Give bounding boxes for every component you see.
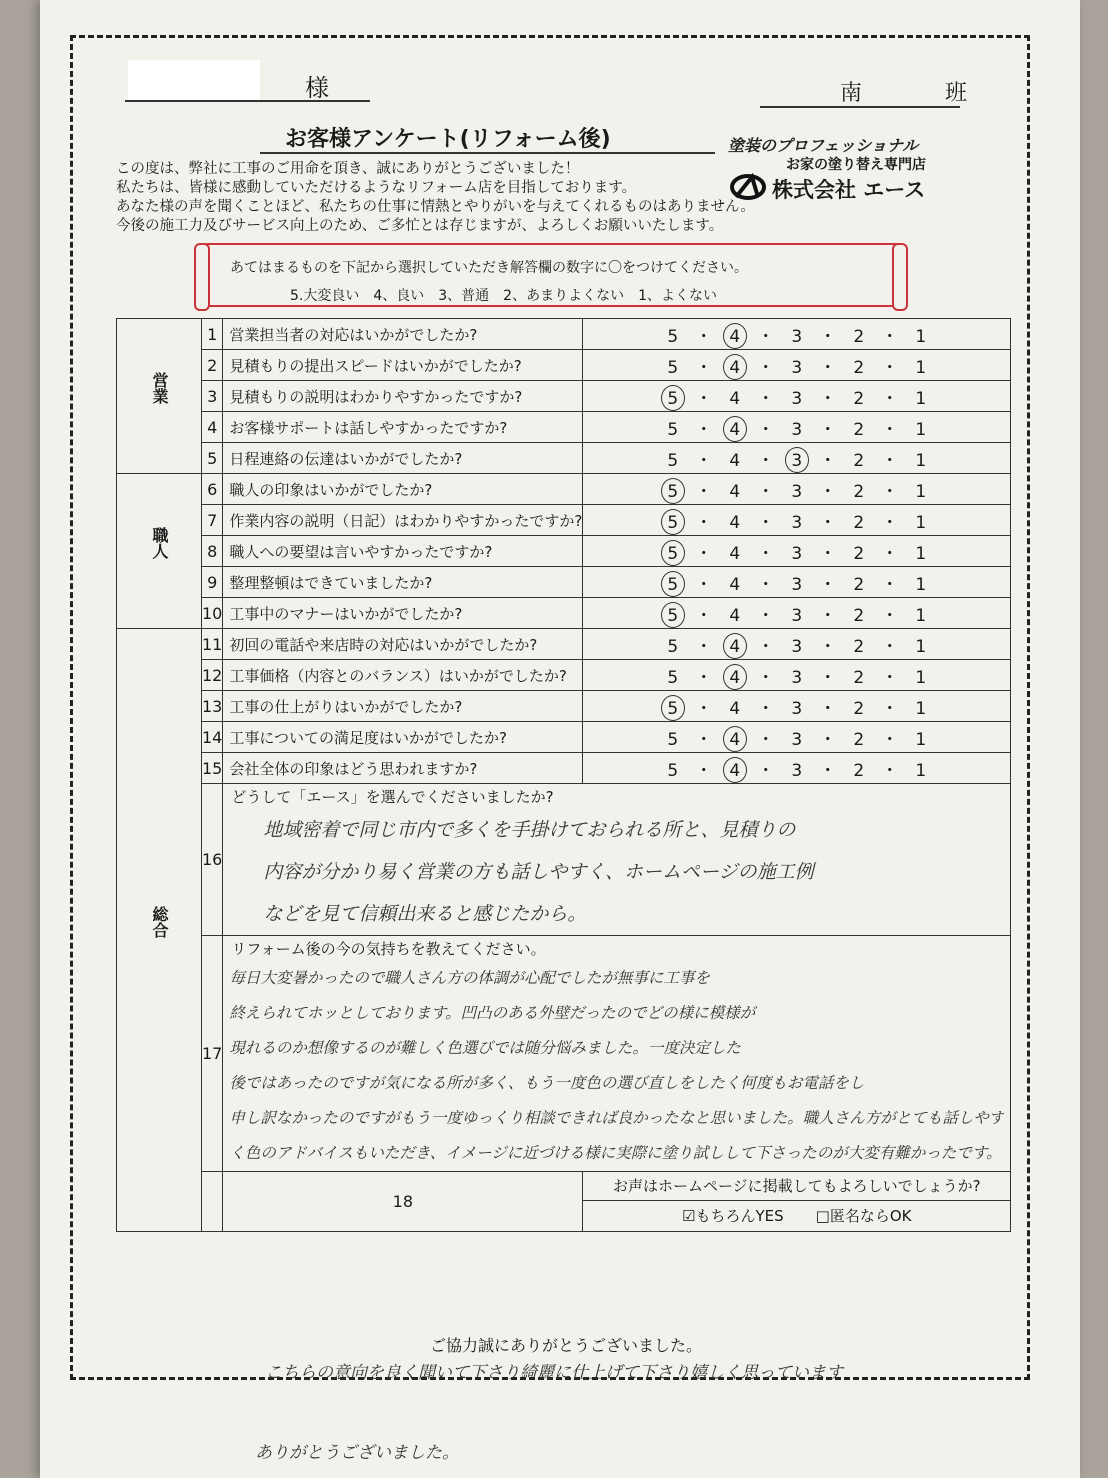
rating-separator: ・ [819,729,837,750]
rating-separator: ・ [819,667,837,688]
question-number: 12 [202,660,223,691]
rating-scale [659,663,935,688]
question-row [117,350,1011,381]
rating-option[interactable]: 1 [915,636,927,657]
rating-option[interactable]: 1 [915,512,927,533]
rating-separator: ・ [695,729,713,750]
answer-line: 内容が分かり易く営業の方も話しやすく、ホームページの施工例 [263,861,814,883]
rating-option[interactable]: 3 [791,481,803,502]
section-sales [117,319,202,474]
question-number: 9 [202,567,223,598]
question-text: 工事の仕上がりはいかがでしたか? [223,691,583,722]
question-row [117,567,1011,598]
rating-separator: ・ [757,574,775,595]
rating-separator: ・ [881,450,899,471]
rating-option[interactable]: 3 [791,667,803,688]
rating-separator: ・ [695,481,713,502]
rating-separator: ・ [819,574,837,595]
free-answer-16[interactable] [223,784,1011,936]
rating-option[interactable]: 4 [721,637,749,657]
answer-line: 申し訳なかったのですがもう一度ゆっくり相談できれば良かったなと思いました。職人さん方がとても話しやす [229,1109,1005,1127]
question-row [117,722,1011,753]
question-number: 17 [202,936,223,1172]
rating-scale [659,322,935,347]
rating-option[interactable]: 5 [667,450,679,471]
question-number: 14 [202,722,223,753]
rating-separator: ・ [881,543,899,564]
rating-separator: ・ [757,667,775,688]
answer-line: などを見て信頼出来ると感じたから。 [263,903,587,925]
team-underline [760,106,960,108]
rating-separator: ・ [881,419,899,440]
rating-option[interactable]: 5 [667,636,679,657]
rating-separator: ・ [881,388,899,409]
question-text: 営業担当者の対応はいかがでしたか? [223,319,583,350]
rating-option[interactable]: 1 [915,388,927,409]
title-underline [260,152,715,154]
rating-separator: ・ [757,326,775,347]
rating-cell [583,412,1011,443]
rating-option[interactable]: 4 [729,481,741,502]
section-label: 総合 [150,906,169,938]
question-number: 2 [202,350,223,381]
question-text: お客様サポートは話しやすかったですか? [223,412,583,443]
question-text: 日程連絡の伝達はいかがでしたか? [223,443,583,474]
rating-option[interactable]: 1 [915,729,927,750]
question-number: 3 [202,381,223,412]
rating-scale [659,508,935,533]
rating-option[interactable]: 1 [915,419,927,440]
rating-separator: ・ [695,760,713,781]
rating-option[interactable]: 1 [915,326,927,347]
consent-anon-checkbox[interactable]: □匿名ならOK [815,1207,912,1225]
rating-cell [583,567,1011,598]
question-text: 作業内容の説明（日記）はわかりやすかったですか? [223,505,583,536]
section-label: 職人 [150,527,169,559]
question-number: 18 [223,1172,583,1232]
rating-option[interactable]: 3 [791,729,803,750]
rating-option[interactable]: 5 [659,513,687,533]
question-text: 工事中のマナーはいかがでしたか? [223,598,583,629]
rating-separator: ・ [881,729,899,750]
question-number: 13 [202,691,223,722]
handwritten-comment: こちらの意向を良く聞いて下さり綺麗に仕上げて下さり嬉しく思っています [265,1363,843,1383]
rating-scale [659,756,935,781]
rating-cell [583,319,1011,350]
rating-option[interactable]: 4 [729,543,741,564]
scroll-curl-right [892,243,908,311]
rating-separator: ・ [695,388,713,409]
rating-option[interactable]: 3 [791,760,803,781]
team-suffix: 班 [945,81,968,106]
rating-option[interactable]: 2 [853,636,865,657]
question-number: 4 [202,412,223,443]
question-row-18 [117,1172,1011,1232]
rating-separator: ・ [757,450,775,471]
rating-option[interactable]: 5 [659,699,687,719]
rating-option[interactable]: 5 [667,729,679,750]
rating-option[interactable]: 3 [791,605,803,626]
rating-option[interactable]: 3 [791,512,803,533]
question-number: 1 [202,319,223,350]
rating-separator: ・ [881,481,899,502]
rating-separator: ・ [819,543,837,564]
section-empty [202,1172,223,1232]
rating-option[interactable]: 2 [853,481,865,502]
rating-scale [659,446,935,471]
rating-option[interactable]: 5 [667,357,679,378]
customer-honorific: 様 [305,74,329,102]
rating-option[interactable]: 4 [729,574,741,595]
rating-scale [659,694,935,719]
intro-line: 私たちは、皆様に感動していただけるようなリフォーム店を目指しております。 [116,180,637,196]
consent-yes-checkbox[interactable]: ☑もちろんYES [682,1207,784,1225]
answer-line: 毎日大変暑かったので職人さん方の体調が心配でしたが無事に工事を [229,969,710,987]
question-text: 初回の電話や来店時の対応はいかがでしたか? [223,629,583,660]
rating-cell [583,629,1011,660]
rating-separator: ・ [695,574,713,595]
consent-question: お声はホームページに掲載してもよろしいでしょうか? [583,1172,1010,1201]
rating-separator: ・ [757,543,775,564]
rating-separator: ・ [757,357,775,378]
question-row [117,412,1011,443]
rating-separator: ・ [695,698,713,719]
rating-option[interactable]: 2 [853,512,865,533]
rating-separator: ・ [819,481,837,502]
rating-separator: ・ [757,760,775,781]
rating-option[interactable]: 5 [667,667,679,688]
rating-scale [659,632,935,657]
question-number: 8 [202,536,223,567]
rating-option[interactable]: 1 [915,543,927,564]
rating-option[interactable]: 5 [659,606,687,626]
question-row [117,598,1011,629]
question-row [117,753,1011,784]
rating-cell [583,536,1011,567]
rating-option[interactable]: 2 [853,357,865,378]
rating-separator: ・ [695,357,713,378]
question-row-16 [117,784,1011,936]
question-number: 10 [202,598,223,629]
consent-options [583,1201,1010,1231]
rating-cell [583,443,1011,474]
question-row-17 [117,936,1011,1172]
question-text: 会社全体の印象はどう思われますか? [223,753,583,784]
rating-option[interactable]: 2 [853,450,865,471]
rating-option[interactable]: 1 [915,450,927,471]
rating-option[interactable]: 2 [853,698,865,719]
rating-option[interactable]: 2 [853,667,865,688]
rating-option[interactable]: 5 [667,419,679,440]
rating-option[interactable]: 2 [853,760,865,781]
rating-cell [583,691,1011,722]
rating-separator: ・ [881,574,899,595]
rating-separator: ・ [881,605,899,626]
question-text: 見積もりの説明はわかりやすかったですか? [223,381,583,412]
question-row [117,691,1011,722]
answer-line: 現れるのか想像するのが難しく色選びでは随分悩みました。一度決定した [229,1039,741,1057]
rating-option[interactable]: 4 [729,605,741,626]
rating-option[interactable]: 3 [791,698,803,719]
question-row [117,319,1011,350]
rating-option[interactable]: 2 [853,543,865,564]
rating-separator: ・ [695,636,713,657]
rating-separator: ・ [819,605,837,626]
question-text: 整理整頓はできていましたか? [223,567,583,598]
answer-line: く色のアドバイスもいただき、イメージに近づける様に実際に塗り試しして下さったのが大変有難かったです。 [229,1144,1002,1162]
rating-option[interactable]: 1 [915,667,927,688]
rating-option[interactable]: 4 [721,668,749,688]
intro-line: この度は、弊社に工事のご用命を頂き、誠にありがとうございました！ [116,161,580,177]
rating-separator: ・ [819,760,837,781]
section-craftsmen [117,474,202,629]
rating-option[interactable]: 1 [915,698,927,719]
answer-line: 地域密着で同じ市内で多くを手掛けておられる所と、見積りの [263,819,796,841]
rating-scale [659,477,935,502]
rating-separator: ・ [757,636,775,657]
rating-separator: ・ [819,357,837,378]
rating-option[interactable]: 3 [791,357,803,378]
rating-option[interactable]: 1 [915,481,927,502]
question-text: 工事価格（内容とのバランス）はいかがでしたか? [223,660,583,691]
redacted-name-box [128,60,260,102]
question-number: 15 [202,753,223,784]
handwritten-signoff: ありがとうございました。 [255,1443,459,1463]
rating-legend: 5.大変良い 4、良い 3、普通 2、あまりよくない 1、よくない [290,288,717,304]
rating-option[interactable]: 3 [791,636,803,657]
consent-cell [583,1172,1011,1232]
rating-option[interactable]: 2 [853,419,865,440]
answer-line: 終えられてホッとしております。凹凸のある外壁だったのでどの様に模様が [229,1004,756,1022]
rating-separator: ・ [819,419,837,440]
rating-cell [583,474,1011,505]
rating-separator: ・ [881,357,899,378]
rating-option[interactable]: 5 [667,760,679,781]
rating-scale [659,570,935,595]
handwritten-answer-16 [223,809,1010,935]
rating-option[interactable]: 3 [791,388,803,409]
rating-cell [583,660,1011,691]
rating-cell [583,381,1011,412]
rating-separator: ・ [695,512,713,533]
question-row [117,505,1011,536]
rating-separator: ・ [881,512,899,533]
rating-cell [583,505,1011,536]
rating-option[interactable]: 3 [783,451,811,471]
instructions-line: あてはまるものを下記から選択していただき解答欄の数字に〇をつけてください。 [230,260,748,276]
thanks-message: ご協力誠にありがとうございました。 [430,1336,703,1355]
rating-separator: ・ [819,512,837,533]
survey-table [116,318,1011,1232]
rating-separator: ・ [757,698,775,719]
rating-separator: ・ [757,729,775,750]
rating-separator: ・ [757,388,775,409]
section-label: 営業 [150,372,169,404]
rating-scale [659,725,935,750]
question-number: 5 [202,443,223,474]
instructions-banner [198,243,904,307]
rating-separator: ・ [819,698,837,719]
rating-separator: ・ [881,667,899,688]
rating-scale [659,415,935,440]
rating-option[interactable]: 4 [729,512,741,533]
rating-separator: ・ [819,636,837,657]
rating-option[interactable]: 1 [915,574,927,595]
rating-cell [583,350,1011,381]
survey-title: お客様アンケート(リフォーム後) [285,127,611,152]
intro-line: 今後の施工力及びサービス向上のため、ご多忙とは存じますが、よろしくお願いいたします。 [116,218,724,234]
rating-option[interactable]: 2 [853,574,865,595]
question-number: 16 [202,784,223,936]
rating-option[interactable]: 4 [721,327,749,347]
question-row [117,381,1011,412]
rating-option[interactable]: 5 [659,575,687,595]
rating-option[interactable]: 4 [729,388,741,409]
rating-option[interactable]: 4 [721,420,749,440]
rating-separator: ・ [695,667,713,688]
rating-option[interactable]: 4 [721,358,749,378]
question-number: 6 [202,474,223,505]
rating-scale [659,384,935,409]
section-overall [117,629,202,1232]
rating-separator: ・ [819,450,837,471]
intro-text [116,160,896,236]
rating-option[interactable]: 4 [729,698,741,719]
team-name: 南 [840,81,863,106]
rating-option[interactable]: 2 [853,388,865,409]
question-row [117,536,1011,567]
company-subtitle: お家の塗り替え専門店 [786,157,926,173]
handwritten-answer-17 [223,961,1010,1171]
rating-scale [659,601,935,626]
question-number: 7 [202,505,223,536]
rating-option[interactable]: 4 [721,730,749,750]
rating-separator: ・ [695,543,713,564]
rating-option[interactable]: 5 [659,482,687,502]
rating-separator: ・ [757,481,775,502]
question-row [117,660,1011,691]
question-text: 職人の印象はいかがでしたか? [223,474,583,505]
rating-scale [659,353,935,378]
rating-separator: ・ [757,512,775,533]
rating-option[interactable]: 3 [791,543,803,564]
answer-line: 後ではあったのですが気になる所が多く、もう一度色の選び直しをしたく何度もお電話をし [229,1074,865,1092]
rating-separator: ・ [881,760,899,781]
rating-separator: ・ [757,605,775,626]
rating-option[interactable]: 4 [729,450,741,471]
question-text: 職人への要望は言いやすかったですか? [223,536,583,567]
name-underline [125,100,370,102]
rating-option[interactable]: 5 [659,389,687,409]
rating-option[interactable]: 1 [915,605,927,626]
question-text: リフォーム後の今の気持ちを教えてください。 [231,940,546,958]
question-row [117,443,1011,474]
free-answer-17[interactable] [223,936,1011,1172]
question-row [117,629,1011,660]
rating-option[interactable]: 2 [853,605,865,626]
company-name: 株式会社 エース [772,178,926,202]
rating-option[interactable]: 3 [791,574,803,595]
rating-cell [583,598,1011,629]
rating-option[interactable]: 3 [791,419,803,440]
rating-separator: ・ [695,419,713,440]
rating-separator: ・ [695,605,713,626]
rating-separator: ・ [881,636,899,657]
rating-option[interactable]: 1 [915,357,927,378]
rating-separator: ・ [695,326,713,347]
rating-cell [583,753,1011,784]
rating-option[interactable]: 3 [791,326,803,347]
rating-separator: ・ [819,388,837,409]
scroll-curl-left [194,243,210,311]
question-number: 11 [202,629,223,660]
rating-separator: ・ [695,450,713,471]
rating-option[interactable]: 5 [667,326,679,347]
rating-option[interactable]: 2 [853,729,865,750]
question-text: 工事についての満足度はいかがでしたか? [223,722,583,753]
rating-option[interactable]: 5 [659,544,687,564]
rating-separator: ・ [881,698,899,719]
rating-option[interactable]: 2 [853,326,865,347]
question-row [117,474,1011,505]
question-text: どうして「エース」を選んでくださいましたか? [231,788,554,806]
rating-separator: ・ [881,326,899,347]
rating-separator: ・ [757,419,775,440]
intro-line: あなた様の声を聞くことほど、私たちの仕事に情熱とやりがいを与えてくれるものはありません。 [116,199,755,215]
rating-option[interactable]: 1 [915,760,927,781]
rating-cell [583,722,1011,753]
rating-option[interactable]: 4 [721,761,749,781]
rating-scale [659,539,935,564]
rating-separator: ・ [819,326,837,347]
question-text: 見積もりの提出スピードはいかがでしたか? [223,350,583,381]
company-tagline: 塗装のプロフェッショナル [728,136,919,155]
